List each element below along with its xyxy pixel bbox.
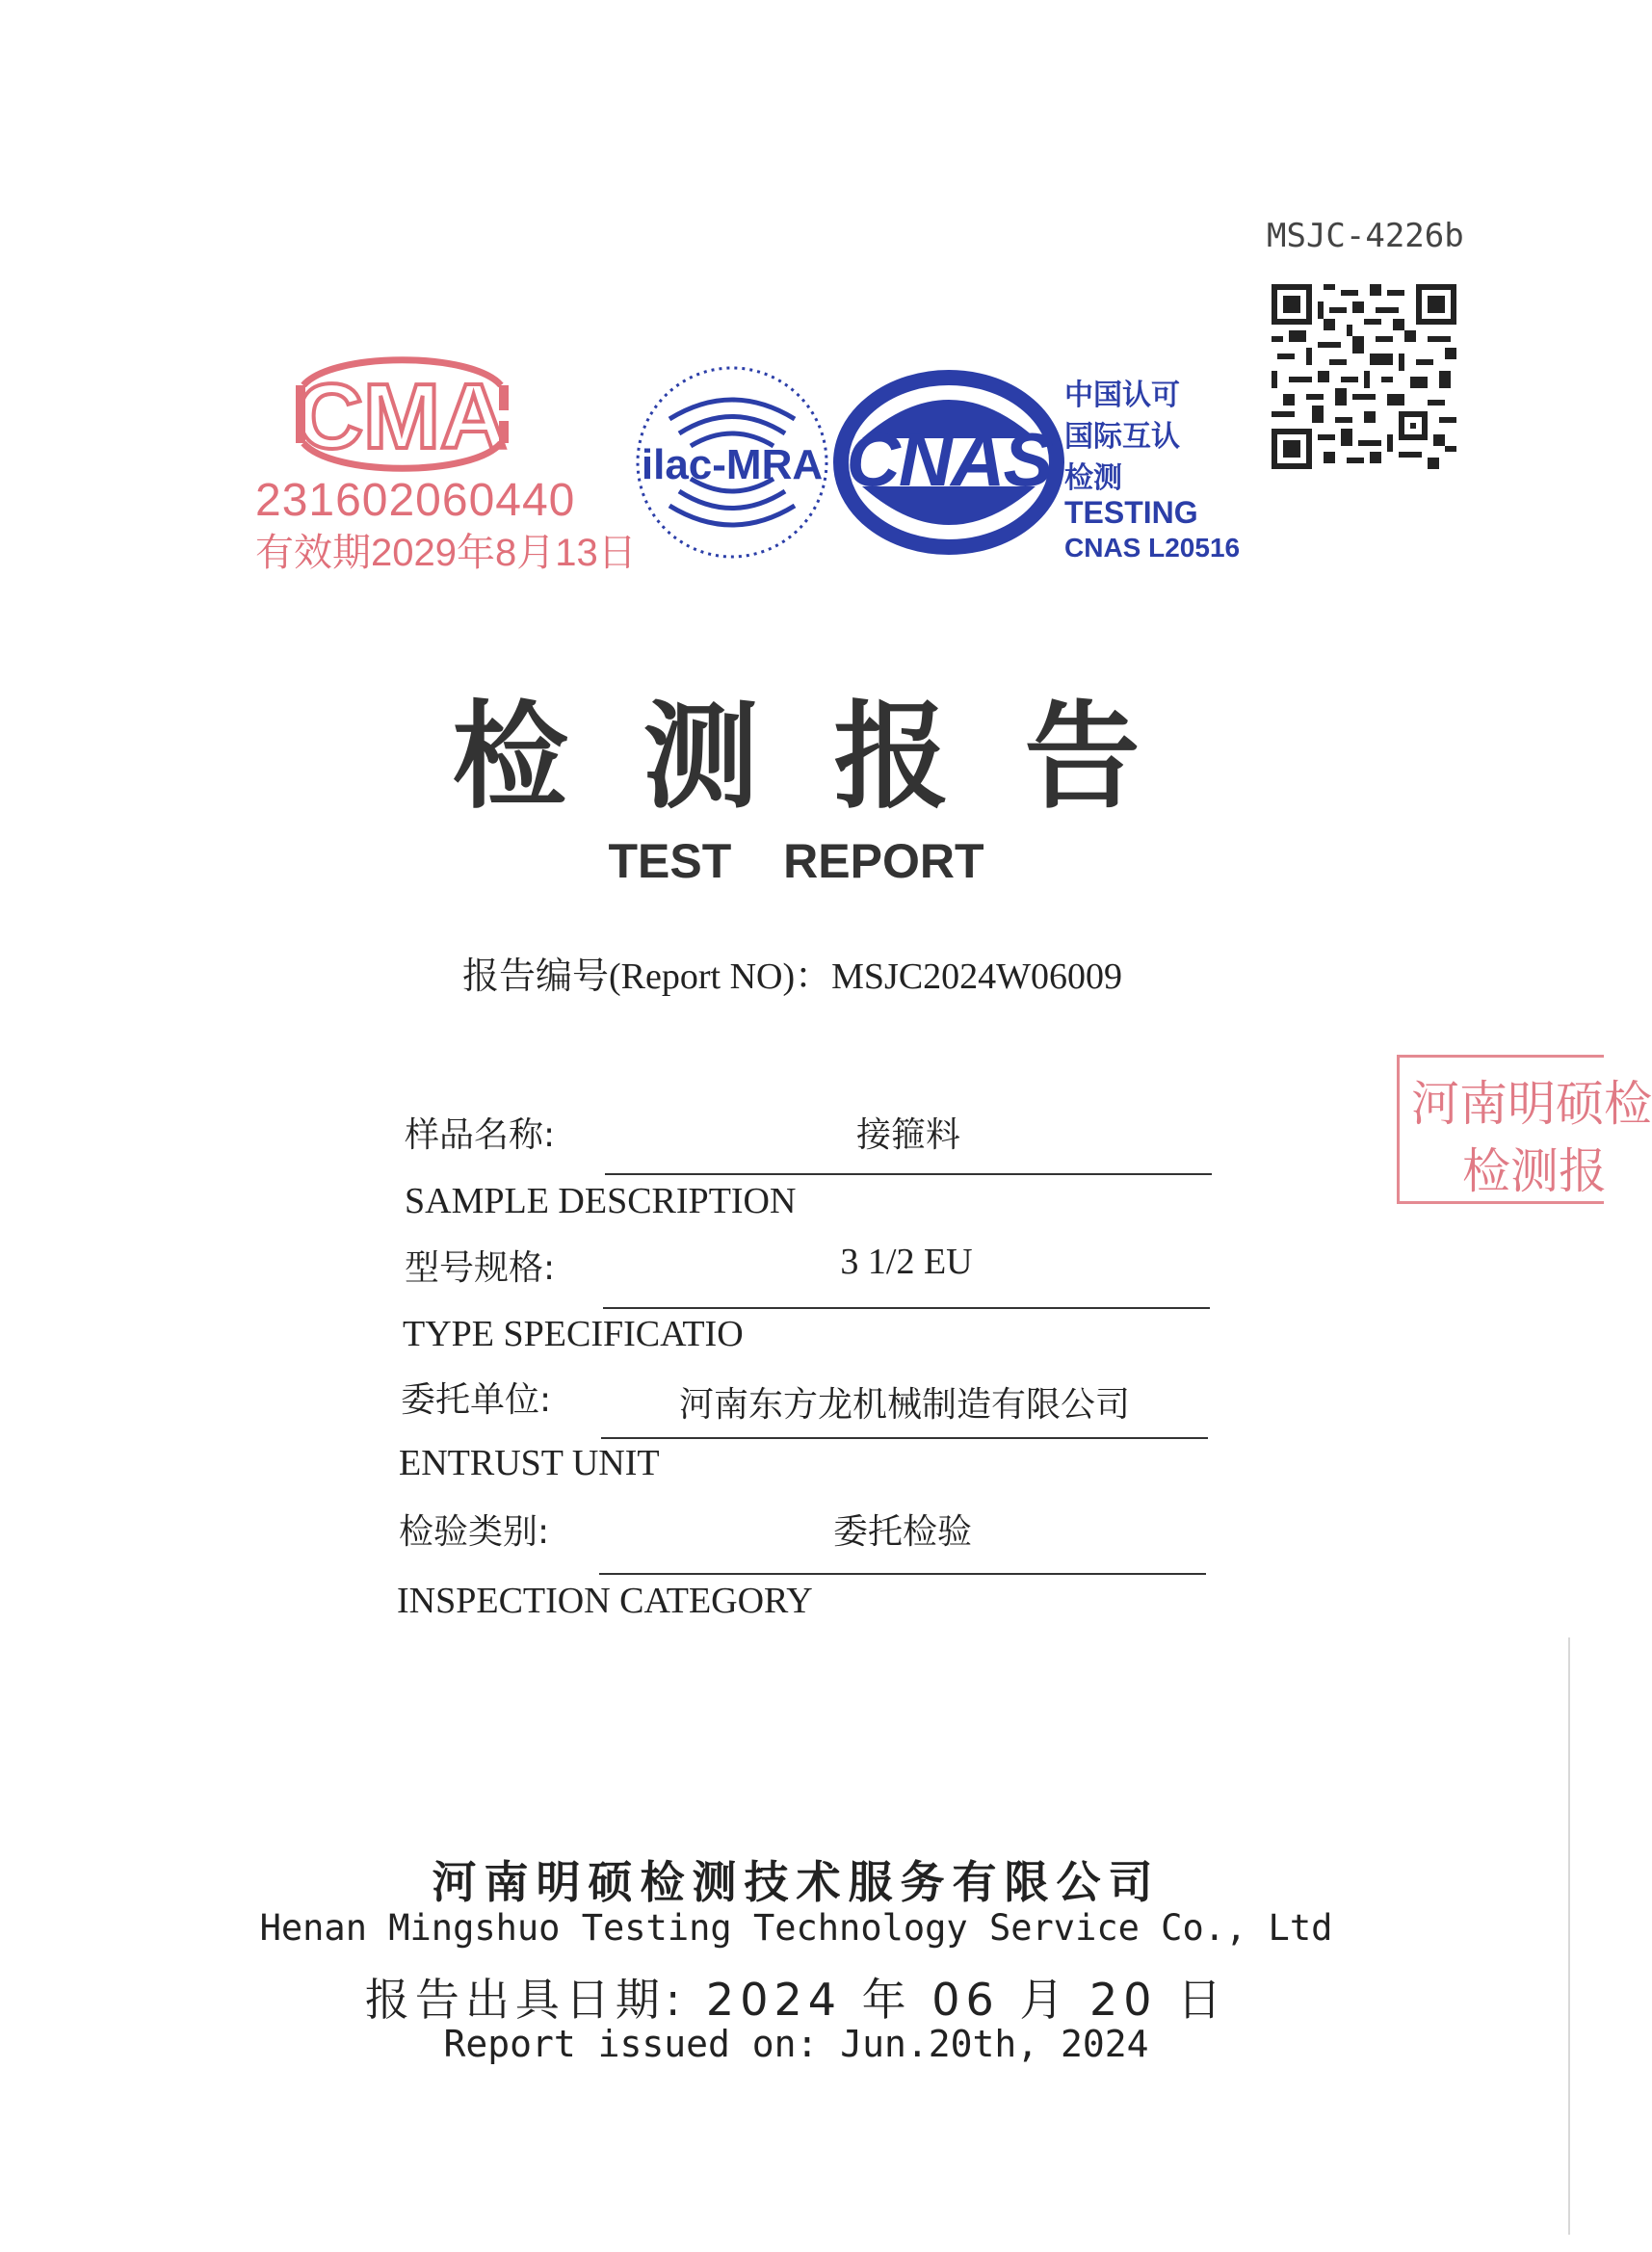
type-spec-underline (603, 1307, 1210, 1309)
entrust-unit-value: 河南东方龙机械制造有限公司 (678, 1385, 1130, 1425)
svg-text:CMA: CMA (296, 365, 508, 468)
sample-name-underline (605, 1173, 1212, 1175)
seal-line-2: 检测报 (1462, 1143, 1607, 1199)
cma-certificate-number: 231602060440 (255, 475, 576, 526)
cnas-line-mutual-recognition: 国际互认 (1064, 420, 1180, 454)
qr-code (1272, 284, 1456, 469)
report-title-cn: 检测报告 (452, 689, 1216, 825)
cnas-line-testing-en: TESTING (1064, 495, 1198, 530)
entrust-unit-label: 委托单位: (401, 1380, 552, 1420)
scan-edge-shadow (1568, 1637, 1570, 2235)
company-name-en: Henan Mingshuo Testing Technology Service Co., Ltd (259, 1907, 1333, 1949)
sample-description-label: SAMPLE DESCRIPTION (405, 1181, 797, 1221)
sample-name-label: 样品名称: (405, 1115, 556, 1155)
cnas-logo-text: CNAS (846, 417, 1052, 502)
company-name-cn: 河南明硕检测技术服务有限公司 (432, 1856, 1161, 1908)
cnas-line-china-accredited: 中国认可 (1064, 379, 1180, 412)
issue-date-cn: 报告出具日期: 2024 年 06 月 20 日 (364, 1974, 1228, 2026)
inspection-category-value: 委托检验 (832, 1512, 972, 1552)
inspection-category-en-label: INSPECTION CATEGORY (397, 1581, 813, 1621)
report-number: 报告编号(Report NO)：MSJC2024W06009 (462, 956, 1123, 997)
type-spec-value: 3 1/2 EU (840, 1242, 973, 1282)
cnas-line-testing-cn: 检测 (1064, 461, 1122, 495)
entrust-unit-en-label: ENTRUST UNIT (399, 1443, 660, 1483)
svg-text:ilac-MRA: ilac-MRA (641, 441, 824, 488)
cma-logo (275, 342, 530, 486)
cma-validity: 有效期2029年8月13日 (255, 532, 637, 574)
seal-line-1: 河南明硕检 (1411, 1076, 1652, 1132)
ilac-mra-logo (631, 361, 833, 563)
inspection-category-underline (599, 1573, 1206, 1575)
issue-date-en: Report issued on: Jun.20th, 2024 (443, 2023, 1149, 2065)
type-spec-label: 型号规格: (405, 1248, 556, 1288)
inspection-category-label: 检验类别: (399, 1512, 550, 1552)
company-seal-stamp (1397, 1055, 1652, 1204)
sample-name-value: 接箍料 (855, 1115, 960, 1155)
entrust-unit-underline (601, 1437, 1208, 1439)
cnas-registration-number: CNAS L20516 (1064, 533, 1241, 563)
type-specification-label: TYPE SPECIFICATIO (403, 1314, 744, 1354)
document-code: MSJC-4226b (1267, 217, 1464, 255)
report-title-en: TEST REPORT (608, 834, 984, 888)
